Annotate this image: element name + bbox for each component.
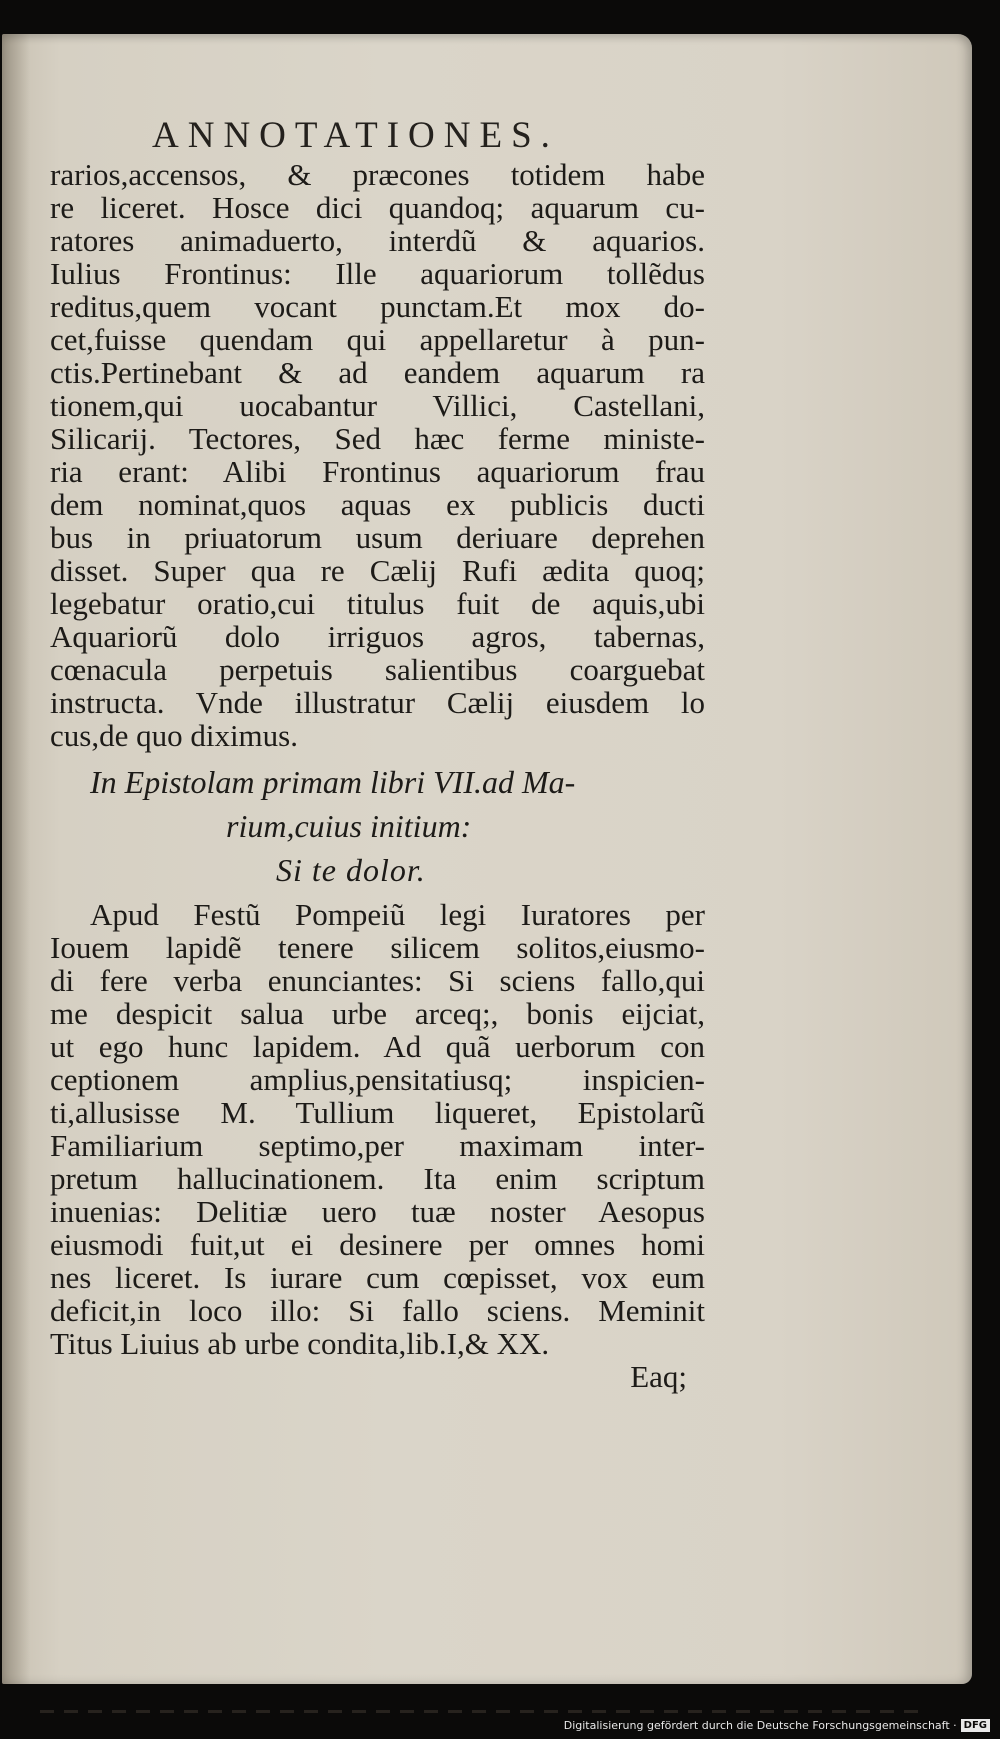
- text-line: di fere verba enunciantes: Si sciens fallo,qui: [50, 963, 705, 998]
- text-line: eiusmodi fuit,ut ei desinere per omnes homi: [50, 1227, 705, 1262]
- text-line: Iouem lapidẽ tenere silicem solitos,eiusmo-: [50, 930, 705, 965]
- text-line: ti,allusisse M. Tullium liqueret, Epistolarũ: [50, 1095, 705, 1130]
- text-line: nes liceret. Is iurare cum cœpisset, vox eum: [50, 1260, 705, 1295]
- text-line: cet,fuisse quendam qui appellaretur à pun-: [50, 322, 705, 357]
- text-line: deficit,in loco illo: Si fallo sciens. Meminit: [50, 1293, 705, 1328]
- paragraph-1: [50, 158, 705, 752]
- catchword: Eaq;: [630, 1359, 687, 1394]
- text-line: Titus Liuius ab urbe condita,lib.I,& XX.: [50, 1326, 550, 1361]
- book-page: [2, 34, 972, 1684]
- text-line: dem nominat,quos aquas ex publicis ducti: [50, 487, 705, 522]
- text-line: cus,de quo diximus.: [50, 718, 298, 753]
- text-line: ctis.Pertinebant & ad eandem aquarum ra: [50, 355, 705, 390]
- section-heading-line-1: In Epistolam primam libri VII.ad Ma-: [90, 764, 576, 800]
- section-heading-line-2: rium,cuius initium:: [226, 808, 472, 844]
- text-line: rarios,accensos, & præcones totidem habe: [50, 157, 705, 192]
- text-line: reditus,quem vocant punctam.Et mox do-: [50, 289, 705, 324]
- text-line: Apud Festũ Pompeiũ legi Iuratores per: [90, 897, 705, 932]
- dfg-logo: DFG: [961, 1719, 990, 1732]
- text-line: re liceret. Hosce dici quandoq; aquarum cu-: [50, 190, 705, 225]
- text-line: bus in priuatorum usum deriuare deprehen: [50, 520, 705, 555]
- page-bottom-edge: [40, 1710, 920, 1713]
- section-heading-line-3: [50, 848, 705, 892]
- running-head: ANNOTATIONES.: [152, 115, 559, 156]
- text-line: legebatur oratio,cui titulus fuit de aquis,ubi: [50, 586, 705, 621]
- paragraph-2: [50, 898, 705, 1360]
- text-line: Familiarium septimo,per maximam inter-: [50, 1128, 705, 1163]
- incipit-text: Si te dolor.: [276, 852, 426, 888]
- text-line: Aquariorũ dolo irriguos agros, tabernas,: [50, 619, 705, 654]
- text-line: ut ego hunc lapidem. Ad quã uerborum con: [50, 1029, 705, 1064]
- credit-text: Digitalisierung gefördert durch die Deutsche Forschungsgemeinschaft ·: [563, 1719, 957, 1732]
- text-line: disset. Super qua re Cælij Rufi ædita quoq;: [50, 553, 705, 588]
- text-line: ratores animaduerto, interdũ & aquarios.: [50, 223, 705, 258]
- text-line: Iulius Frontinus: Ille aquariorum tollẽdus: [50, 256, 705, 291]
- text-line: tionem,qui uocabantur Villici, Castellani,: [50, 388, 705, 423]
- text-line: ceptionem amplius,pensitatiusq; inspicien-: [50, 1062, 705, 1097]
- page-text: [50, 158, 705, 1393]
- digitization-credit: [564, 1719, 990, 1732]
- text-line: inuenias: Delitiæ uero tuæ noster Aesopus: [50, 1194, 705, 1229]
- text-line: Silicarij. Tectores, Sed hæc ferme ministe-: [50, 421, 705, 456]
- text-line: instructa. Vnde illustratur Cælij eiusdem lo: [50, 685, 705, 720]
- text-line: pretum hallucinationem. Ita enim scriptum: [50, 1161, 705, 1196]
- text-line: cœnacula perpetuis salientibus coarguebat: [50, 652, 705, 687]
- text-line: ria erant: Alibi Frontinus aquariorum frau: [50, 454, 705, 489]
- text-line: me despicit salua urbe arceq;, bonis eijciat,: [50, 996, 705, 1031]
